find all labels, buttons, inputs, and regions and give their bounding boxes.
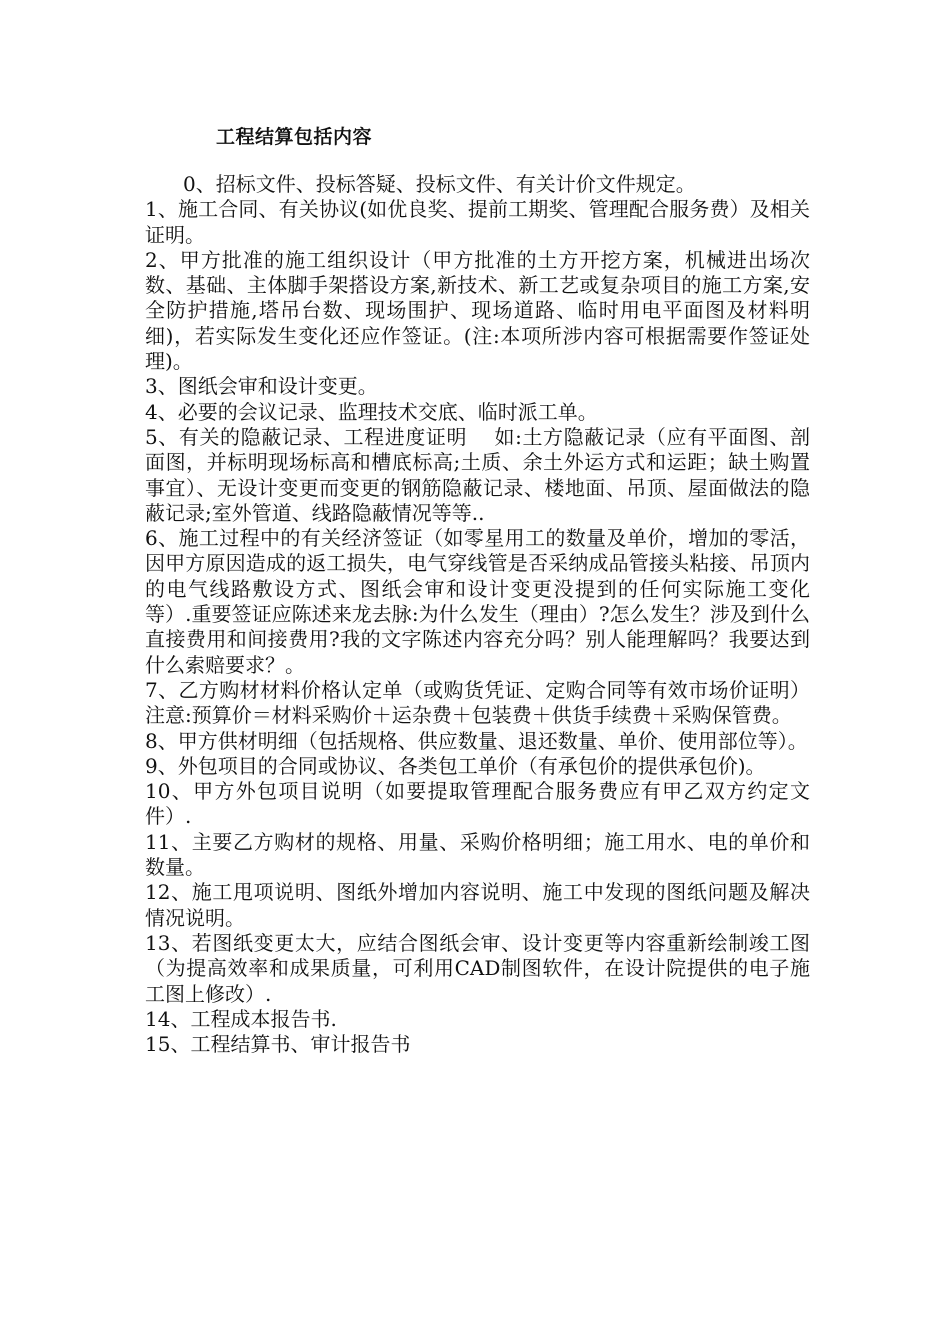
- list-item-0: 0、招标文件、投标答疑、投标文件、有关计价文件规定。: [183, 172, 696, 196]
- list-item-8: 8、甲方供材明细（包括规格、供应数量、退还数量、单价、使用部位等）。: [145, 728, 808, 753]
- list-item-9: 9、外包项目的合同或协议、各类包工单价（有承包价的提供承包价)。: [145, 753, 766, 778]
- list-item-11: 11、主要乙方购材的规格、用量、采购价格明细；施工用水、电的单价和数量。: [145, 829, 810, 880]
- document-body: [145, 172, 810, 1057]
- list-item-5: 5、有关的隐蔽记录、工程进度证明 如:土方隐蔽记录（应有平面图、剖面图，并标明现场标高和槽底标高;土质、余土外运方式和运距；缺土购置事宜）、无设计变更而变更的钢筋隐蔽记录、楼地面、吊顶、屋面做法的隐蔽记录;室外管道、线路隐蔽情况等等..: [145, 424, 810, 525]
- list-item-15: 15、工程结算书、审计报告书: [145, 1032, 411, 1057]
- list-item-4: 4、必要的会议记录、监理技术交底、临时派工单。: [145, 399, 598, 424]
- list-item-12: 12、施工甩项说明、图纸外增加内容说明、施工中发现的图纸问题及解决情况说明。: [145, 880, 810, 930]
- list-item-1: 1、施工合同、有关协议(如优良奖、提前工期奖、管理配合服务费）及相关证明。: [145, 197, 810, 247]
- list-item-3: 3、图纸会审和设计变更。: [145, 374, 378, 399]
- list-item-10: 10、甲方外包项目说明（如要提取管理配合服务费应有甲乙双方约定文件）.: [145, 779, 810, 829]
- list-item-13: 13、若图纸变更太大，应结合图纸会审、设计变更等内容重新绘制竣工图（为提高效率和成果质量，可利用CAD制图软件，在设计院提供的电子施工图上修改）.: [145, 930, 810, 1006]
- list-item-14: 14、工程成本报告书.: [145, 1006, 337, 1031]
- list-item-7: 7、乙方购材材料价格认定单（或购货凭证、定购合同等有效市场价证明）注意:预算价＝材料采购价＋运杂费＋包装费＋供货手续费＋采购保管费。: [145, 677, 810, 728]
- list-item-6: 6、施工过程中的有关经济签证（如零星用工的数量及单价，增加的零活，因甲方原因造成的返工损失，电气穿线管是否采纳成品管接头粘接、吊顶内的电气线路敷设方式、图纸会审和设计变更没提到的任何实际施工变化等）.重要签证应陈述来龙去脉:为什么发生（理由）?怎么发生？涉及到什么直接费用和间接费用?我的文字陈述内容充分吗？别人能理解吗？我要达到什么索赔要求？。: [145, 526, 810, 677]
- document-title: 工程结算包括内容: [216, 126, 373, 148]
- list-item-2: 2、甲方批准的施工组织设计（甲方批准的土方开挖方案，机械进出场次数、基础、主体脚手架搭设方案,新技术、新工艺或复杂项目的施工方案,安全防护措施,塔吊台数、现场围护、现场道路、临时用电平面图及材料明细)，若实际发生变化还应作签证。(注:本项所涉内容可根据需要作签证处理)。: [145, 247, 810, 374]
